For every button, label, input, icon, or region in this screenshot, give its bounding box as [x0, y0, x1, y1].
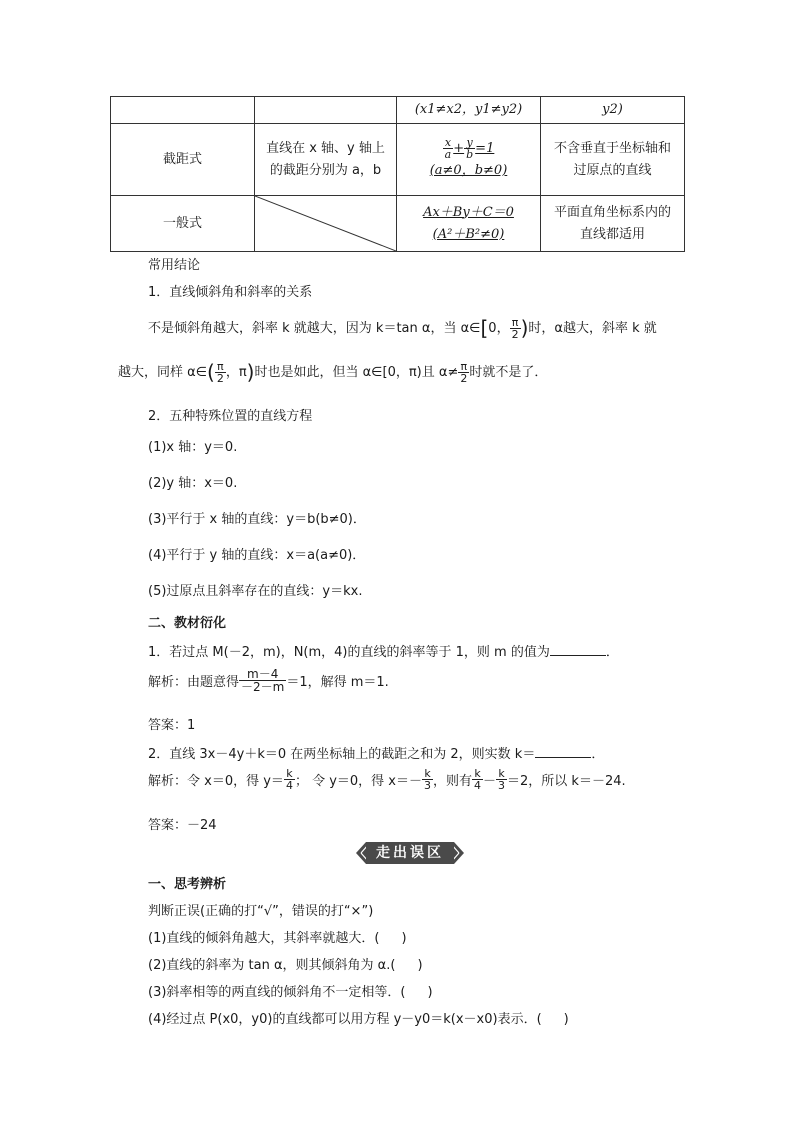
section-heading: 常用结论: [148, 258, 201, 273]
list-item: (5)过原点且斜率存在的直线：y＝kx.: [148, 584, 363, 599]
diagonal-empty-cell: [255, 196, 397, 252]
numerator: k: [472, 768, 483, 780]
text: ．: [605, 645, 619, 660]
text: 解析：令 x＝0，得 y＝: [148, 774, 284, 789]
numerator: π: [215, 361, 226, 373]
scope-line: 不含垂直于坐标轴和: [553, 140, 671, 156]
numerator: k: [496, 768, 507, 780]
denominator: b: [466, 148, 474, 161]
solution-1: [148, 668, 389, 693]
denominator: －2－m: [241, 680, 285, 694]
scope-line: 直线都适用: [579, 226, 645, 242]
text: ): [417, 958, 423, 973]
scope-line: 过原点的直线: [573, 162, 652, 178]
fraction: [443, 137, 454, 160]
line-equation-table: [110, 96, 685, 252]
text: ．: [591, 747, 605, 762]
text: 不是倾斜角越大，斜率 k 就越大，因为 k＝tan α，当 α∈: [148, 321, 481, 336]
question-text: 1．若过点 M(－2，m)，N(m，4)的直线的斜率等于 1，则 m 的值为: [148, 645, 550, 660]
statement: (3)斜率相等的两直线的倾斜角不一定相等．(: [148, 985, 406, 1000]
equals-one: =1: [475, 141, 495, 156]
text: ): [401, 931, 407, 946]
text: 时也是如此，但当 α∈[0，π)且 α≠: [254, 365, 459, 380]
judgment-item: [148, 954, 423, 973]
condition-line: 直线在 x 轴、y 轴上: [266, 140, 385, 156]
table-cell: [255, 97, 397, 124]
scope-line: 平面直角坐标系内的: [553, 204, 671, 220]
equation-condition: (a≠0，b≠0): [429, 163, 508, 178]
text: 0，: [488, 321, 510, 336]
right-paren: ): [520, 316, 529, 340]
form-name-intercept: 截距式: [111, 124, 255, 196]
denominator: 4: [474, 779, 482, 792]
denominator: 3: [498, 779, 506, 792]
judgment-item: [148, 1008, 569, 1027]
fraction: [422, 768, 433, 791]
condition-line: 的截距分别为 a，b: [269, 162, 382, 178]
table-cell: (x1≠x2，y1≠y2): [397, 97, 541, 124]
table-cell: [111, 97, 255, 124]
question-text: 2．直线 3x－4y＋k＝0 在两坐标轴上的截距之和为 2，则实数 k＝: [148, 747, 536, 762]
table-row: [111, 97, 685, 124]
fraction: [464, 137, 475, 160]
answer-2: 答案：－24: [148, 818, 217, 833]
denominator: 3: [424, 779, 431, 792]
left-paren: (: [207, 360, 215, 384]
item-title: 2．五种特殊位置的直线方程: [148, 409, 313, 424]
intercept-condition: [255, 124, 397, 196]
text: ＝1，解得 m＝1.: [286, 675, 389, 690]
numerator: m－4: [239, 668, 286, 681]
general-scope: [541, 196, 685, 252]
solution-2: [148, 768, 626, 791]
question-1: [148, 641, 619, 660]
plus-sign: +: [453, 141, 465, 156]
answer-1: 答案：1: [148, 718, 196, 733]
fraction: [284, 768, 295, 791]
paragraph-line: [148, 316, 657, 340]
numerator: π: [510, 317, 521, 329]
denominator: 2: [216, 372, 224, 385]
list-item: (3)平行于 x 轴的直线：y＝b(b≠0)．: [148, 512, 366, 527]
text: ): [427, 985, 433, 1000]
diagonal-line: [255, 196, 396, 251]
section-heading: 二、教材衍化: [148, 616, 227, 631]
text: ； 令 y＝0，得 x＝－: [294, 774, 422, 789]
numerator: π: [458, 361, 469, 373]
statement: (1)直线的倾斜角越大，其斜率就越大．(: [148, 931, 380, 946]
text: 越大，同样 α∈: [118, 365, 208, 380]
banner-label: 走出误区: [366, 842, 454, 864]
list-item: (2)y 轴：x＝0.: [148, 476, 238, 491]
statement: (4)经过点 P(x0，y0)的直线都可以用方程 y－y0＝k(x－x0)表示．(: [148, 1012, 542, 1027]
table-row: [111, 124, 685, 196]
equation: [401, 137, 536, 160]
text: ): [563, 1012, 569, 1027]
instruction: 判断正误(正确的打“√”，错误的打“×”): [148, 904, 374, 919]
left-bracket: [: [480, 316, 489, 340]
fraction: [239, 668, 286, 693]
fraction: [510, 317, 521, 340]
section-heading: 一、思考辨析: [148, 877, 227, 892]
intercept-equation: [397, 124, 541, 196]
question-2: [148, 743, 604, 762]
equation: Ax＋By＋C＝0: [423, 204, 514, 220]
text: 解析：由题意得: [148, 675, 240, 690]
equation-condition: (A²＋B²≠0): [432, 226, 505, 242]
text: 时就不是了．: [469, 365, 548, 380]
fraction: [472, 768, 483, 791]
fraction: [496, 768, 507, 791]
intercept-scope: [541, 124, 685, 196]
numerator: y: [464, 137, 475, 149]
text: ，则有: [433, 774, 473, 789]
numerator: k: [422, 768, 433, 780]
text: 时，α越大，斜率 k 就: [528, 321, 657, 336]
denominator: 2: [460, 372, 468, 385]
right-paren: ): [246, 360, 255, 384]
text: －: [483, 774, 497, 789]
paragraph-line: [118, 360, 547, 384]
fraction: [215, 361, 226, 384]
statement: (2)直线的斜率为 tan α，则其倾斜角为 α.(: [148, 958, 396, 973]
general-equation: [397, 196, 541, 252]
denominator: a: [444, 148, 452, 161]
list-item: (4)平行于 y 轴的直线：x＝a(a≠0)．: [148, 548, 366, 563]
judgment-item: [148, 981, 433, 1000]
answer-blank: [550, 643, 606, 656]
numerator: x: [443, 137, 454, 149]
form-name-general: 一般式: [111, 196, 255, 252]
table-row: [111, 196, 685, 252]
denominator: 4: [285, 779, 293, 792]
text: ，π: [225, 365, 247, 380]
denominator: 2: [511, 328, 519, 341]
section-banner: [356, 842, 464, 864]
list-item: (1)x 轴：y＝0.: [148, 440, 238, 455]
judgment-item: [148, 927, 407, 946]
table-cell: y2): [541, 97, 685, 124]
item-title: 1．直线倾斜角和斜率的关系: [148, 285, 313, 300]
text: ＝2，所以 k＝－24.: [507, 774, 626, 789]
numerator: k: [284, 768, 295, 780]
fraction: [458, 361, 469, 384]
answer-blank: [535, 745, 591, 758]
